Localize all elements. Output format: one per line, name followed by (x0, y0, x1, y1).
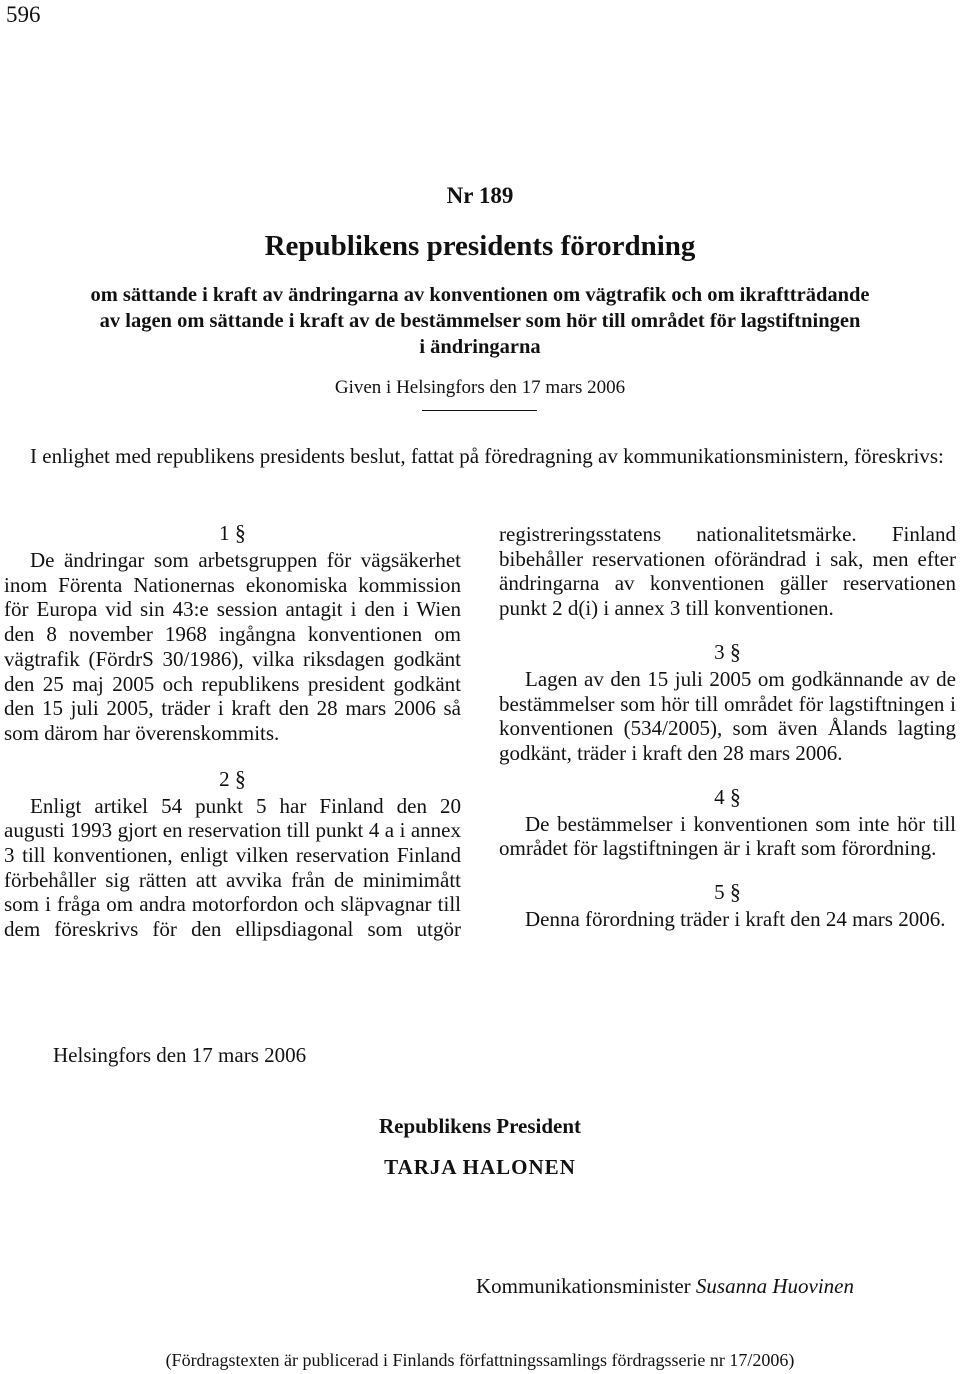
page-number: 596 (6, 2, 41, 27)
publication-footnote: (Fördragstexten är publicerad i Finlands författningssamlings fördragsserie nr 17/2006) (165, 1350, 795, 1370)
section-2-text (4, 794, 461, 942)
countersignature (476, 1274, 854, 1299)
section-1-heading (4, 518, 461, 548)
section-number: 1 (219, 521, 230, 545)
section-4-text (499, 812, 956, 861)
left-column (4, 518, 461, 942)
section-sign: § (234, 765, 246, 791)
document-subtitle (2, 282, 958, 360)
section-3-heading (499, 637, 956, 667)
section-1-text (4, 548, 461, 746)
section-number: 3 (714, 639, 725, 664)
section-5-body: Denna förordning träder i kraft den 24 mars 2006. (525, 907, 946, 932)
section-4-heading (499, 782, 956, 812)
section-5-heading (499, 877, 956, 907)
section-sign: § (234, 520, 246, 545)
signatory-name: TARJA HALONEN (384, 1155, 576, 1179)
section-2-body: Enligt artikel 54 punkt 5 har Finland den 20 augusti 1993 gjort en reservation till punkt 4 a i annex 3 till konventionen, enligt vilken reservation Finland förbehåller sig rätten att avvika från de minimimått som i fråga om andra motorfordon och släpvagnar till dem föreskrivs för den ellipsdiagonal som utgör (4, 793, 461, 942)
minister-title: Kommunikationsminister (476, 1274, 691, 1298)
section-number: 5 (714, 880, 725, 905)
subtitle-line: i ändringarna (419, 336, 541, 358)
subtitle-line: om sättande i kraft av ändringarna av konventionen om vägtrafik och om ikraftträdande (90, 284, 870, 306)
section-sign: § (729, 638, 741, 664)
section-sign: § (729, 783, 741, 809)
subtitle-line: av lagen om sättande i kraft av de bestämmelser som hör till området för lagstiftningen (99, 310, 861, 332)
section-number: 2 (219, 766, 230, 791)
title-divider (422, 410, 537, 411)
document-title: Republikens presidents förordning (264, 230, 696, 262)
document-number: Nr 189 (446, 183, 514, 208)
preamble (4, 443, 956, 469)
section-3-body: Lagen av den 15 juli 2005 om godkännande av de bestämmelser som hör till området för lagstiftningen i konventionen (534/2005), som även Ålands lagting godkänt, träder i kraft den 28 mars 2006. (499, 666, 956, 765)
section-2-continuation (499, 522, 956, 621)
given-date-line: Given i Helsingfors den 17 mars 2006 (334, 377, 626, 398)
minister-name: Susanna Huovinen (695, 1274, 854, 1298)
section-4-body: De bestämmelser i konventionen som inte hör till området för lagstiftningen är i kraft som förordning. (499, 811, 956, 861)
section-3-text (499, 667, 956, 766)
section-sign: § (729, 879, 741, 905)
right-column (499, 518, 956, 932)
section-5-text (499, 907, 956, 932)
section-2-continuation-text: registreringsstatens nationalitetsmärke. Finland bibehåller reservationen oförändrad i sak, men efter ändringarna av konventionen gäller reservationen punkt 2 d(i) i annex 3 till konventionen. (499, 522, 956, 621)
signatory-title: Republikens President (378, 1114, 582, 1138)
section-1-body: De ändringar som arbetsgruppen för vägsäkerhet inom Förenta Nationernas ekonomiska kommission för Europa vid sin 43:e session antagit i den i Wien den 8 november 1968 ingångna konventionen om vägtrafik (FördrS 30/1986), vilka riksdagen godkänt den 25 maj 2005 och republikens president godkänt den 15 juli 2005, träder i kraft den 28 mars 2006 så som därom har överenskommits. (4, 548, 461, 745)
preamble-text: I enlighet med republikens presidents beslut, fattat på föredragning av kommunikationsministern, föreskrivs: (30, 444, 944, 468)
section-number: 4 (714, 784, 725, 809)
place-and-date: Helsingfors den 17 mars 2006 (53, 1043, 307, 1067)
section-2-heading (4, 764, 461, 794)
